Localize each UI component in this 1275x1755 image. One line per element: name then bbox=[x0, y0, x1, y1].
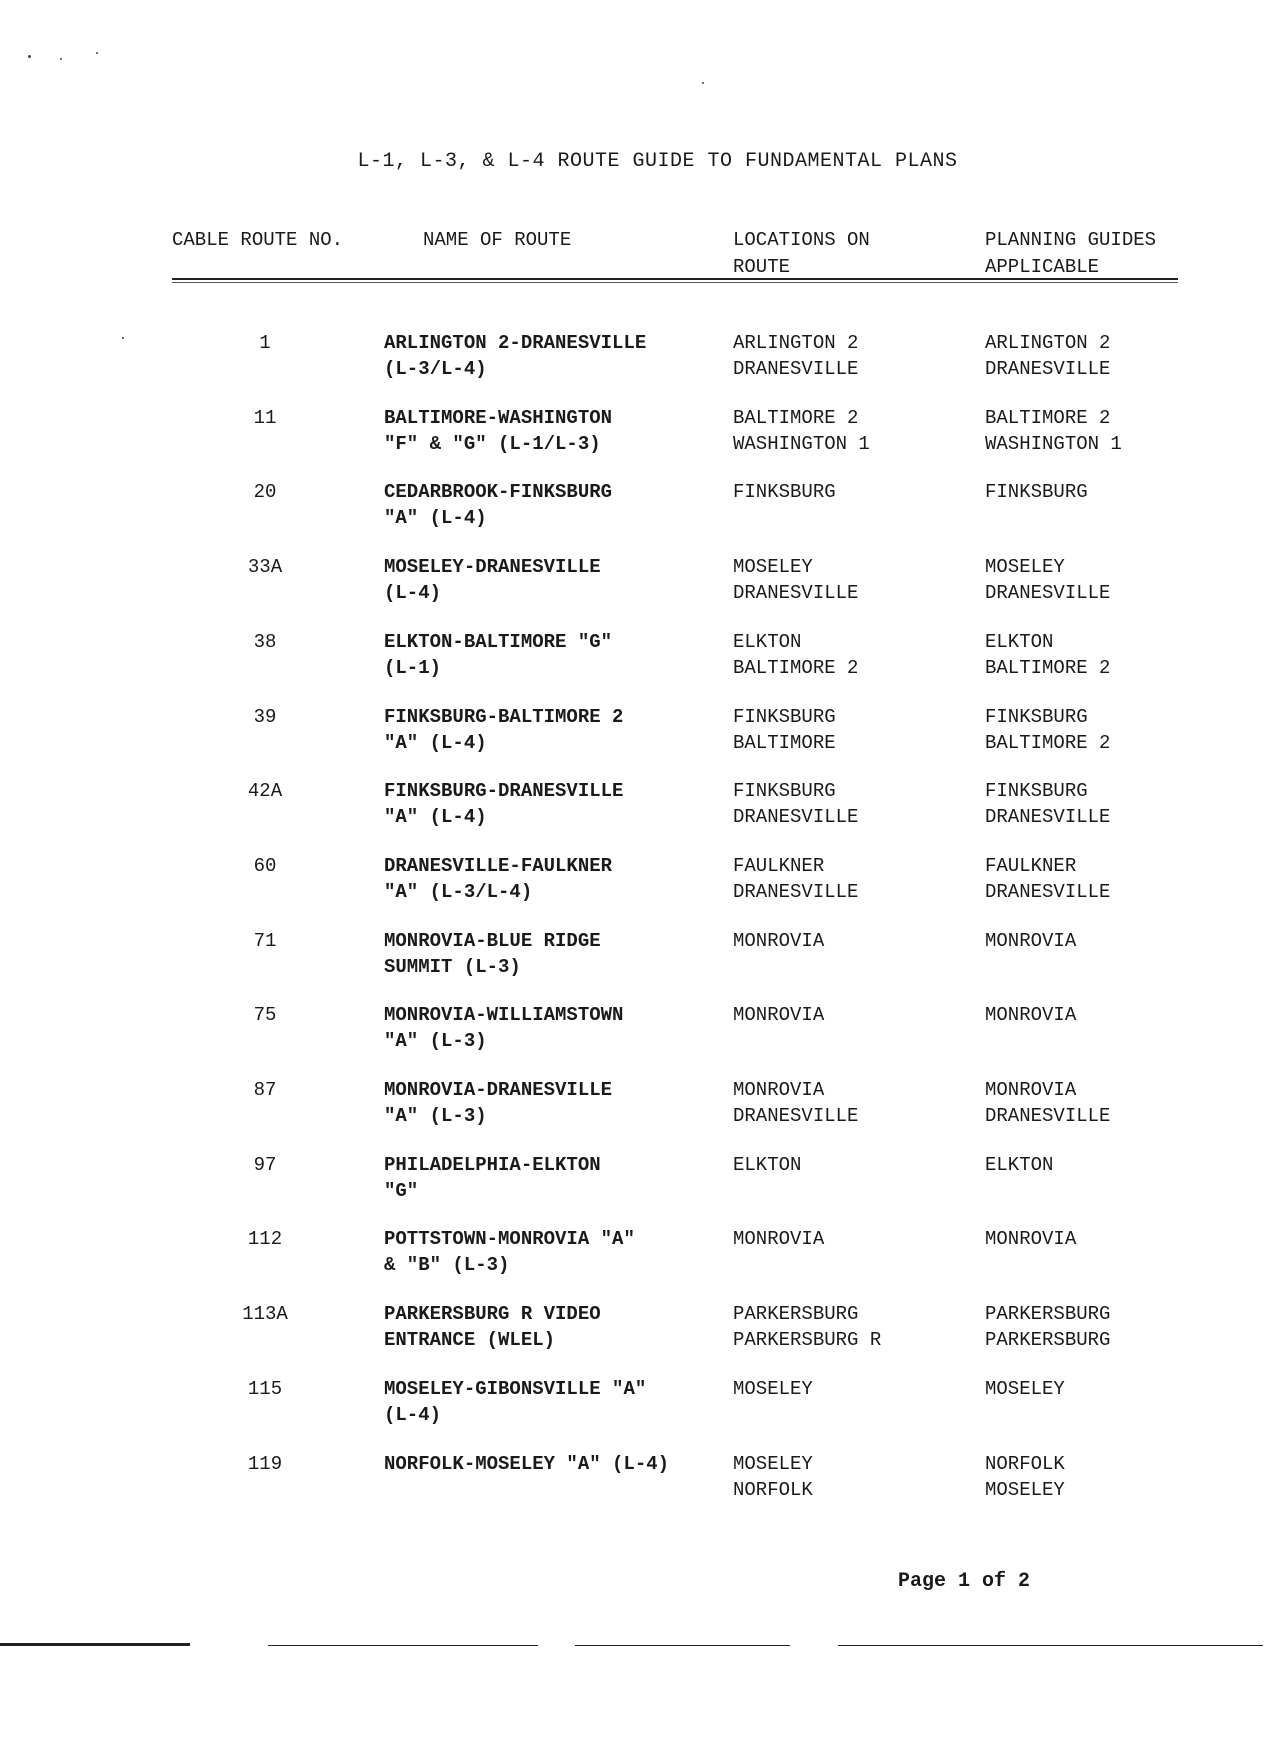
planning-guides: ELKTON bbox=[985, 1154, 1054, 1176]
planning-guides: MOSELEY bbox=[985, 1378, 1065, 1400]
route-number: 20 bbox=[253, 481, 277, 503]
route-locations: ELKTON bbox=[733, 1154, 802, 1176]
planning-guides: ELKTON BALTIMORE 2 bbox=[985, 631, 1111, 679]
route-name: MONROVIA-WILLIAMSTOWN "A" (L-3) bbox=[384, 1004, 624, 1052]
col-header-name: NAME OF ROUTE bbox=[423, 229, 572, 251]
route-number: 11 bbox=[253, 407, 277, 429]
table-row bbox=[0, 1077, 1275, 1137]
route-name: PHILADELPHIA-ELKTON "G" bbox=[384, 1154, 601, 1202]
table-row bbox=[0, 853, 1275, 913]
route-number: 1 bbox=[259, 332, 271, 354]
footer-rule bbox=[575, 1645, 790, 1646]
table-row bbox=[0, 554, 1275, 614]
table-row bbox=[0, 1451, 1275, 1511]
planning-guides: MONROVIA DRANESVILLE bbox=[985, 1079, 1111, 1127]
route-locations: FAULKNER DRANESVILLE bbox=[733, 855, 859, 903]
route-locations: MOSELEY NORFOLK bbox=[733, 1453, 813, 1501]
route-number: 39 bbox=[253, 706, 277, 728]
route-name: MOSELEY-GIBONSVILLE "A" (L-4) bbox=[384, 1378, 647, 1426]
route-name: BALTIMORE-WASHINGTON "F" & "G" (L-1/L-3) bbox=[384, 407, 613, 455]
route-locations: MONROVIA DRANESVILLE bbox=[733, 1079, 859, 1127]
planning-guides: FINKSBURG BALTIMORE 2 bbox=[985, 706, 1111, 754]
route-locations: MOSELEY DRANESVILLE bbox=[733, 556, 859, 604]
route-name: ELKTON-BALTIMORE "G" (L-1) bbox=[384, 631, 613, 679]
route-number: 97 bbox=[253, 1154, 277, 1176]
route-name: PARKERSBURG R VIDEO ENTRANCE (WLEL) bbox=[384, 1303, 601, 1351]
route-number: 112 bbox=[247, 1228, 283, 1250]
route-number: 87 bbox=[253, 1079, 277, 1101]
route-locations: PARKERSBURG PARKERSBURG R bbox=[733, 1303, 882, 1351]
route-name: MONROVIA-BLUE RIDGE SUMMIT (L-3) bbox=[384, 930, 601, 978]
route-number: 71 bbox=[253, 930, 277, 952]
route-number: 60 bbox=[253, 855, 277, 877]
planning-guides: FAULKNER DRANESVILLE bbox=[985, 855, 1111, 903]
route-locations: FINKSBURG bbox=[733, 481, 836, 503]
route-name: MOSELEY-DRANESVILLE (L-4) bbox=[384, 556, 601, 604]
route-number: 119 bbox=[247, 1453, 283, 1475]
table-row bbox=[0, 1226, 1275, 1286]
document-title: L-1, L-3, & L-4 ROUTE GUIDE TO FUNDAMENTAL PLANS bbox=[357, 150, 958, 173]
route-name: ARLINGTON 2-DRANESVILLE (L-3/L-4) bbox=[384, 332, 647, 380]
route-name: FINKSBURG-BALTIMORE 2 "A" (L-4) bbox=[384, 706, 624, 754]
scan-speck bbox=[60, 58, 62, 60]
table-row bbox=[0, 1301, 1275, 1361]
route-number: 115 bbox=[247, 1378, 283, 1400]
header-rule bbox=[172, 282, 1178, 283]
route-locations: FINKSBURG BALTIMORE bbox=[733, 706, 836, 754]
planning-guides: BALTIMORE 2 WASHINGTON 1 bbox=[985, 407, 1122, 455]
route-number: 38 bbox=[253, 631, 277, 653]
route-name: NORFOLK-MOSELEY "A" (L-4) bbox=[384, 1453, 670, 1475]
planning-guides: MOSELEY DRANESVILLE bbox=[985, 556, 1111, 604]
table-row bbox=[0, 704, 1275, 764]
route-locations: BALTIMORE 2 WASHINGTON 1 bbox=[733, 407, 870, 455]
route-number: 42A bbox=[247, 780, 283, 802]
table-row bbox=[0, 479, 1275, 539]
scan-speck bbox=[28, 55, 31, 58]
route-locations: ELKTON BALTIMORE 2 bbox=[733, 631, 859, 679]
footer-rule bbox=[0, 1643, 190, 1646]
planning-guides: PARKERSBURG PARKERSBURG bbox=[985, 1303, 1111, 1351]
table-row bbox=[0, 330, 1275, 390]
route-locations: MONROVIA bbox=[733, 1228, 825, 1250]
page-number: Page 1 of 2 bbox=[898, 1570, 1031, 1593]
table-row bbox=[0, 629, 1275, 689]
planning-guides: FINKSBURG bbox=[985, 481, 1088, 503]
route-locations: MONROVIA bbox=[733, 1004, 825, 1026]
planning-guides: MONROVIA bbox=[985, 930, 1077, 952]
planning-guides: MONROVIA bbox=[985, 1228, 1077, 1250]
planning-guides: ARLINGTON 2 DRANESVILLE bbox=[985, 332, 1111, 380]
planning-guides: FINKSBURG DRANESVILLE bbox=[985, 780, 1111, 828]
route-number: 75 bbox=[253, 1004, 277, 1026]
table-row bbox=[0, 1152, 1275, 1212]
route-name: MONROVIA-DRANESVILLE "A" (L-3) bbox=[384, 1079, 613, 1127]
col-header-locations: LOCATIONS ON ROUTE bbox=[733, 229, 870, 278]
planning-guides: MONROVIA bbox=[985, 1004, 1077, 1026]
route-locations: MOSELEY bbox=[733, 1378, 813, 1400]
col-header-guides: PLANNING GUIDES APPLICABLE bbox=[985, 229, 1157, 278]
table-row bbox=[0, 1002, 1275, 1062]
header-rule bbox=[172, 278, 1178, 280]
table-row bbox=[0, 405, 1275, 465]
col-header-route-no: CABLE ROUTE NO. bbox=[172, 229, 344, 251]
route-locations: FINKSBURG DRANESVILLE bbox=[733, 780, 859, 828]
planning-guides: NORFOLK MOSELEY bbox=[985, 1453, 1065, 1501]
route-name: POTTSTOWN-MONROVIA "A" & "B" (L-3) bbox=[384, 1228, 635, 1276]
route-name: CEDARBROOK-FINKSBURG "A" (L-4) bbox=[384, 481, 613, 529]
route-number: 113A bbox=[242, 1303, 288, 1325]
scan-speck bbox=[96, 52, 98, 54]
route-locations: MONROVIA bbox=[733, 930, 825, 952]
table-row bbox=[0, 1376, 1275, 1436]
route-name: DRANESVILLE-FAULKNER "A" (L-3/L-4) bbox=[384, 855, 613, 903]
table-row bbox=[0, 778, 1275, 838]
footer-rule bbox=[838, 1645, 1263, 1646]
route-name: FINKSBURG-DRANESVILLE "A" (L-4) bbox=[384, 780, 624, 828]
footer-rule bbox=[268, 1645, 538, 1646]
table-row bbox=[0, 928, 1275, 988]
route-number: 33A bbox=[247, 556, 283, 578]
scan-speck bbox=[702, 82, 704, 84]
route-locations: ARLINGTON 2 DRANESVILLE bbox=[733, 332, 859, 380]
